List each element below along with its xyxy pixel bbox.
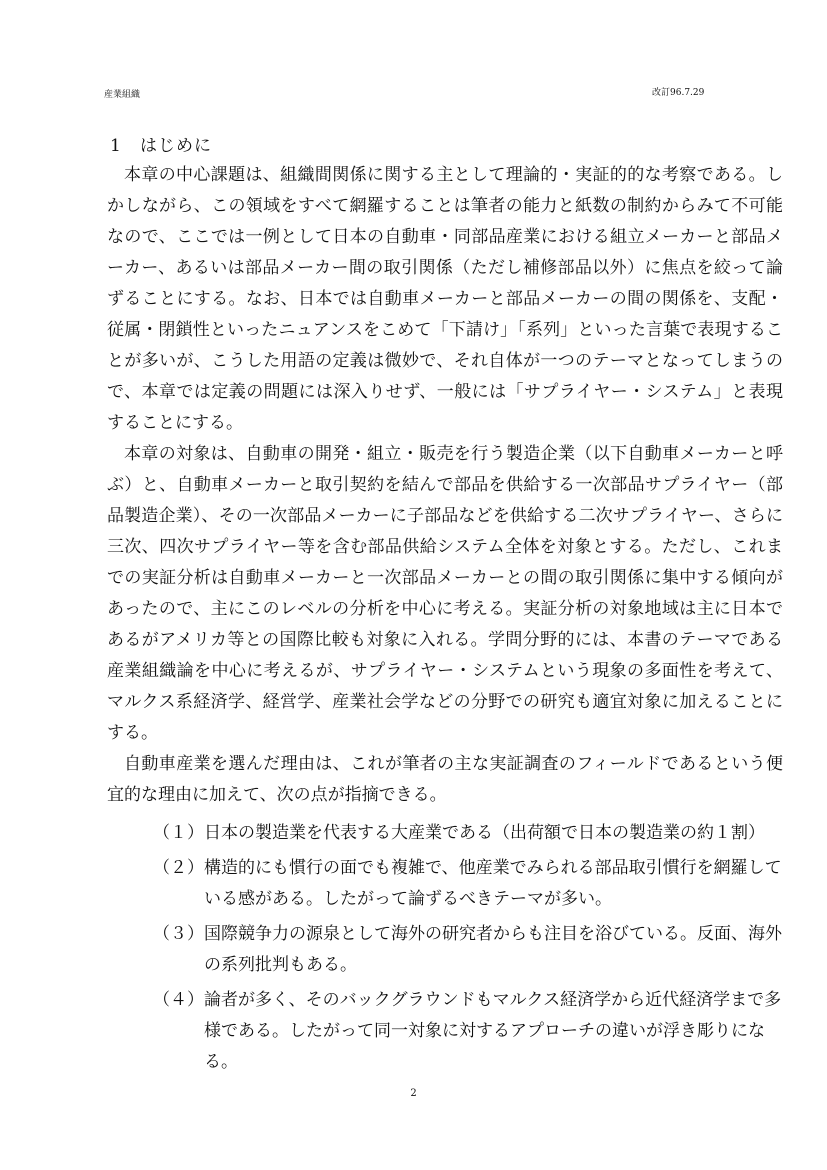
list-marker: （２） (153, 858, 204, 878)
list-marker: （１） (153, 823, 204, 843)
list-item-text: 論者が多く、そのバックグラウンドもマルクス経済学から近代経済学まで多様である。したがって同一対象に対するアプローチの違いが浮き彫りになる。 (204, 990, 782, 1072)
list-item-text: 日本の製造業を代表する大産業である（出荷額で日本の製造業の約１割） (204, 823, 765, 843)
list-item-text: 構造的にも慣行の面でも複雑で、他産業でみられる部品取引慣行を網羅している感がある。したがって論ずるべきテーマが多い。 (204, 858, 782, 909)
list-item (153, 919, 785, 981)
header-revision-date: 改訂96.7.29 (652, 88, 705, 98)
paragraph: 自動車産業を選んだ理由は、これが筆者の主な実証調査のフィールドであるという便宜的な理由に加えて、次の点が指摘できる。 (107, 754, 783, 805)
section-title: はじめに (140, 136, 212, 156)
list-item (153, 853, 785, 915)
list-item (153, 985, 785, 1078)
reasons-list (153, 818, 785, 1082)
list-marker: （３） (153, 924, 204, 944)
header-left-label: 産業組織 (104, 90, 141, 100)
section-heading (110, 131, 212, 156)
list-item (153, 818, 785, 849)
list-item-text: 国際競争力の源泉として海外の研究者からも注目を浴びている。反面、海外の系列批判もある。 (204, 924, 782, 975)
paragraph: 本章の対象は、自動車の開発・組立・販売を行う製造企業（以下自動車メーカーと呼ぶ）と、自動車メーカーと取引契約を結んで部品を供給する一次部品サプライヤー（部品製造企業）、その一次部品メーカーに子部品などを供給する二次サプライヤー、さらに三次、四次サプライヤー等を含む部品供給システム全体を対象とする。ただし、これまでの実証分析は自動車メーカーと一次部品メーカーとの間の取引関係に集中する傾向があったので、主にこのレベルの分析を中心に考える。実証分析の対象地域は主に日本であるがアメリカ等との国際比較も対象に入れる。学問分野的には、本書のテーマである産業組織論を中心に考えるが、サプライヤー・システムという現象の多面性を考えて、マルクス系経済学、経営学、産業社会学などの分野での研究も適宜対象に加えることにする。 (107, 444, 783, 743)
section-number: 1 (110, 136, 122, 156)
page-number: 2 (410, 1088, 417, 1099)
list-marker: （４） (153, 990, 204, 1010)
body-text (107, 160, 783, 811)
paragraph: 本章の中心課題は、組織間関係に関する主として理論的・実証的的な考察である。しかしながら、この領域をすべて網羅することは筆者の能力と紙数の制約からみて不可能なので、ここでは一例として日本の自動車・同部品産業における組立メーカーと部品メーカー、あるいは部品メーカー間の取引関係（ただし補修部品以外）に焦点を絞って論ずることにする。なお、日本では自動車メーカーと部品メーカーの間の関係を、支配・従属・閉鎖性といったニュアンスをこめて「下請け」「系列」といった言葉で表現することが多いが、こうした用語の定義は微妙で、それ自体が一つのテーマとなってしまうので、本章では定義の問題には深入りせず、一般には「サプライヤー・システム」と表現することにする。 (107, 165, 783, 433)
